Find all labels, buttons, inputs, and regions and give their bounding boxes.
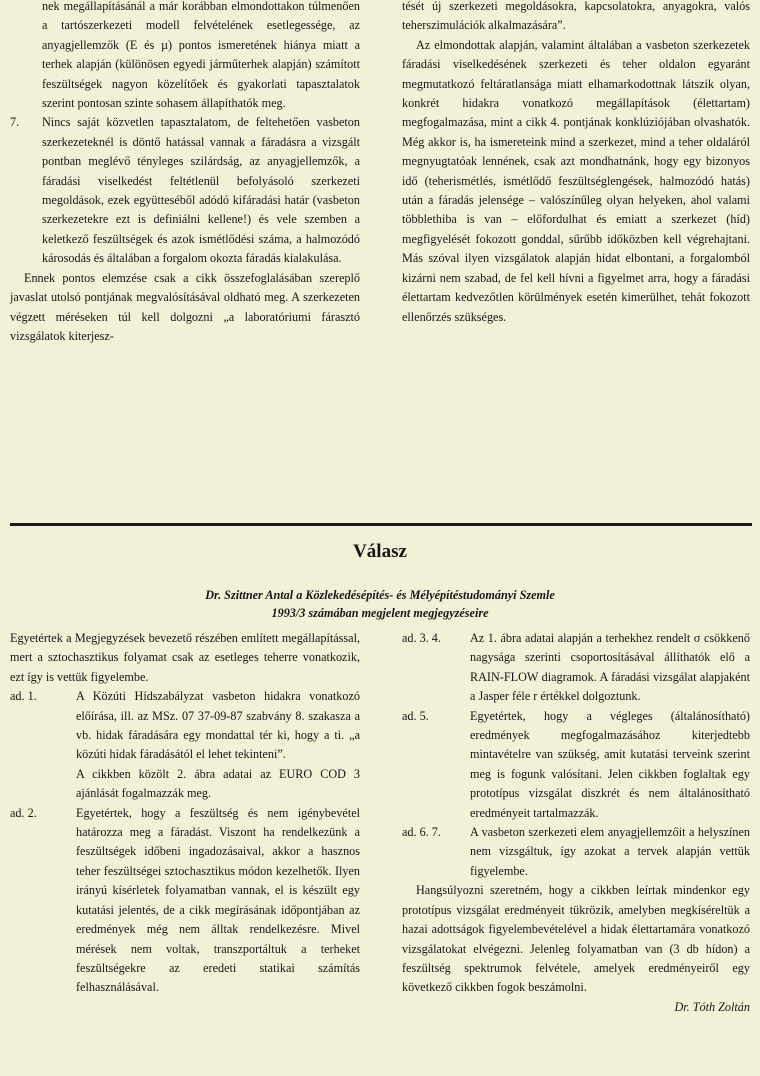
section-divider xyxy=(10,523,752,526)
ad-text: Egyetértek, hogy a feszültség és nem igénybevétel határozza meg a fáradást. Viszont ha rendelkezünk a feszültségek időbeni ingadozásaival, akkor a hasznos teher feszültségei sztochasztikus módon kezelhetők. Ilyen irányú kísérletek folyamatban vannak, el is készült egy kutatási jelentés, de a cikk megírásának időpontjában az eredmények még nem álltak rendelkezésre. Mivel mérések nem voltak, transzportáltuk a terheket feszültségekre az eredeti statikai számítás felhasználásával. xyxy=(76,805,360,995)
subtitle-line: Dr. Szittner Antal a Közlekedésépítés- és Mélyépítéstudományi Szemle xyxy=(205,588,555,602)
ad-text: Egyetértek, hogy a végleges (általánosítható) eredmények megfogalmazásához kiterjedtebb mintavételre van szükség, amit kutatási terveink szerint meg is fogunk valósítani. Jelen cikkben foglaltak egy prototípus vizsgálat diszkrét és nem általánosítható eredményeit tartalmazzák. xyxy=(470,708,750,820)
author-signature: Dr. Tóth Zoltán xyxy=(674,999,750,1014)
item-number: 7. xyxy=(10,115,20,130)
ad-item-2 xyxy=(10,804,360,998)
paragraph-continuation: nek megállapításánál a már korábban elmondottakon túlmenően a tartószerkezeti modell felvételének esetlegessége, az anyagjellemzők (E és µ) pontos ismeretének hiánya miatt a terhek alapján (különösen egyedi járműterhek alapján) számított feszültségek nagyon közelítőek és gyakorlati tapasztalatok szerint pontosan szinte sohasem állapíthatók meg. xyxy=(42,0,360,111)
ad-label: ad. 2. xyxy=(10,805,37,820)
paragraph: Ennek pontos elemzése csak a cikk összefoglalásában szereplő javaslat utolsó pontjának megvalósításával oldható meg. A szerkezeten végzett méréseken túl kell dolgozni „a laboratóriumi fárasztó vizsgálatok kiterjesz- xyxy=(10,270,360,343)
item-text: Nincs saját közvetlen tapasztalatom, de feltehetően vasbeton szerkezeteknél is döntő hatással vannak a fáradásra a vizsgált pontban meglévő tényleges szilárdság, az anyagjellemzők, a fáradási viselkedést feltétlenül befolyásoló szerkezeti megoldások, ezek együtteséből adódó kifáradási határ (vasbeton szerkezetekre ezt is definiálni kellene!) és vele szemben a keletkező feszültségek és azok ismétlődési száma, a halmozódó károsodás és általában a forgalom okozta fáradás kialakulása. xyxy=(42,115,360,266)
top-left-column xyxy=(10,0,360,346)
ad-label: ad. 1. xyxy=(10,689,37,704)
bottom-right-column xyxy=(402,629,750,1017)
paragraph: Egyetértek a Megjegyzések bevezető részében említett megállapítással, mert a sztochasztikus folyamat csak az esetleges teherre vonatkozik, ezt így is vettük figyelembe. xyxy=(10,631,360,684)
paragraph: Hangsúlyozni szeretném, hogy a cikkben leírtak mindenkor egy prototípus vizsgálat eredményeit tükrözik, amelyben megkíséreltük a hazai adottságok figyelembevételével a hidak élettartamára vonatkozó vizsgálatokat elvégezni. Jelenleg folyamatban van (3 db hídon) a feszültség spektrumok felvétele, amelyek eredményeiről egy következő cikkben fogok beszámolni. xyxy=(402,883,750,995)
ad-label: ad. 6. 7. xyxy=(402,825,441,840)
subtitle-line: 1993/3 számában megjelent megjegyzéseire xyxy=(271,606,489,620)
bottom-left-column xyxy=(10,629,360,998)
ad-label: ad. 3. 4. xyxy=(402,631,441,645)
ad-item-6-7 xyxy=(402,823,750,881)
paragraph-continuation: tését új szerkezeti megoldásokra, kapcsolatokra, anyagokra, valós teherszimulációk alkalmazására”. xyxy=(402,0,750,33)
section-subtitle xyxy=(0,586,760,622)
top-right-column xyxy=(402,0,750,327)
ad-item-3-4 xyxy=(402,629,750,707)
ad-item-5 xyxy=(402,707,750,823)
ad-text-part: A Közúti Hídszabályzat vasbeton hidakra vonatkozó előírása, ill. az MSz. 07 37-09-87 szabvány 8. szakasza a vb. hidak fáradására egy mondattal tér ki, hogy a ti. „a közúti hidak fáradásától el lehet tekinteni”. xyxy=(76,689,360,762)
ad-text xyxy=(76,687,360,803)
list-item-7 xyxy=(10,113,360,268)
ad-text: Az 1. ábra adatai alapján a terhekhez rendelt σ csökkenő nagysága szerinti csoportosításával állíthatók elő a RAIN-FLOW diagramok. A fáradási vizsgálat alapjaként a Jasper féle r értékkel dolgoztunk. xyxy=(470,631,750,704)
section-title: Válasz xyxy=(353,541,407,562)
ad-item-1 xyxy=(10,687,360,803)
ad-text-part: A cikkben közölt 2. ábra adatai az EURO COD 3 ajánlását fogalmazzák meg. xyxy=(76,766,360,801)
ad-label: ad. 5. xyxy=(402,708,429,723)
paragraph: Az elmondottak alapján, valamint általában a vasbeton szerkezetek fáradási viselkedésének szerkezeti és teher oldalon egyaránt megmutatkozó feltáratlansága miatt elhamarkodottnak látszik olyan, konkrét hidakra vonatkozó megállapítások (élettartam) megfogalmazása, mint a cikk 4. pontjának konklúziójában olvashatók. Még akkor is, ha ismereteink mind a szerkezet, mind a teher oldaláról megnyugtatóak lennének, csak azt mondhatnánk, hogy egy bizonyos idő (teherismétlés, ismétlődő feszültséglengések, halmozódó hatás) után a fáradás jelensége – valószínűleg olyan helyeken, ahol valami többlethiba is van – előfordulhat és emiatt a szerkezet (híd) megfigyelését fokozott gonddal, sűrűbb időközben kell végrehajtani. Más szóval ilyen vizsgálatok alapján hidat elbontani, a forgalomból kizárni nem szabad, de fel kell hívni a figyelmet arra, hogy a fáradási élettartam kedvezőtlen körülmények esetén kimerülhet, tehát fokozott ellenőrzés szükséges. xyxy=(402,37,750,324)
ad-text: A vasbeton szerkezeti elem anyagjellemzőit a helyszínen nem vizsgáltuk, így azokat a tervek alapján vettük figyelembe. xyxy=(470,825,750,878)
